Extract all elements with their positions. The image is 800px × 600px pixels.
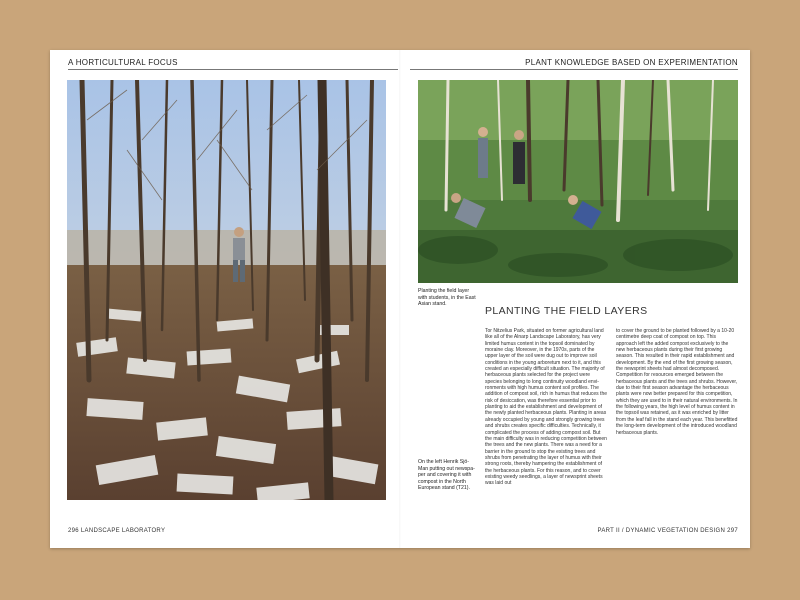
woodland-photo-graphic: [67, 80, 386, 500]
left-running-head: A HORTICULTURAL FOCUS: [68, 58, 178, 67]
right-folio-title: PART II / DYNAMIC VEGETATION DESIGN: [597, 528, 726, 534]
woodland-newspaper-photo: [67, 80, 386, 500]
body-text-column-2: to cover the ground to be planted followed by a 10-20 centimetre deep coat of compost on top. This approach left the added compost exclusively to the new herbaceous plants during their first growing season. This resulted in their rapid establishment and development. By the end of the first growing season, the newsprint sheets had almost decomposed. Competition for resources emerged between the herbaceous plants and the trees and shrubs. However, due to their first season advantage the herbaceous plants were now better prepared for this competition, which they are used to in their natural environments. In the following years, the high level of humus content in the topsoil was retained, as it was enriched by litter from the leaf fall in the stand each year. This benefitted the long-term development of the introduced woodland herbaceous plants.: [616, 328, 738, 436]
photo-caption-newspaper: On the left Henrik Sjö-Man putting out newspa-per and covering it with compost in the North European stand (T21).: [418, 459, 475, 492]
left-folio: [68, 528, 165, 534]
section-title: PLANTING THE FIELD LAYERS: [485, 305, 648, 317]
book-spread: [50, 50, 750, 548]
planting-photo-graphic: [418, 80, 738, 283]
photo-caption-planting: Planting the field layer with students, in the East Asian stand.: [418, 288, 476, 308]
right-page-number: 297: [727, 528, 738, 534]
right-header-rule: [410, 69, 738, 70]
left-page-number: 296: [68, 528, 79, 534]
body-text-column-1: Tor Nitzelius Park, situated on former agricultural land like all of the Alnarp Landscape Laboratory, has very limited humus content in the topsoil dominated by moraine clay. Moreover, in the 1970s, parts of the upper layer of the soil were dug out to improve soil conditions in the young arboretum next to it, and this created an especially difficult situation. The majority of herbaceous plants selected for the project were species belonging to long continuity woodland envi-ronments with high humus content soil profiles. The addition of compost soil, rich in humus that reduces the risk of desiccation, was therefore essential prior to planting to aid the establishment and development of the newly planted herbaceous plants. Planting in areas already occupied by young and strongly growing trees and shrubs creates specific difficulties. Technically, it complicated the process of adding compost soil. But the main difficulty was in reducing competition between the trees and the new plants. There was a need for a barrier in the ground to stop the existing trees and shrubs from penetrating the layer of humus with their strong roots, thereby hampering the establishment of the herbaceous plants. For this reason, and to cover existing weedy seedlings, a layer of newsprint sheets was laid out: [485, 328, 608, 487]
left-header-rule: [68, 69, 398, 70]
right-running-head: PLANT KNOWLEDGE BASED ON EXPERIMENTATION: [525, 58, 738, 67]
left-folio-title: LANDSCAPE LABORATORY: [80, 528, 166, 534]
right-folio: [597, 528, 738, 534]
gutter-shadow: [399, 50, 401, 548]
planting-students-photo: [418, 80, 738, 283]
